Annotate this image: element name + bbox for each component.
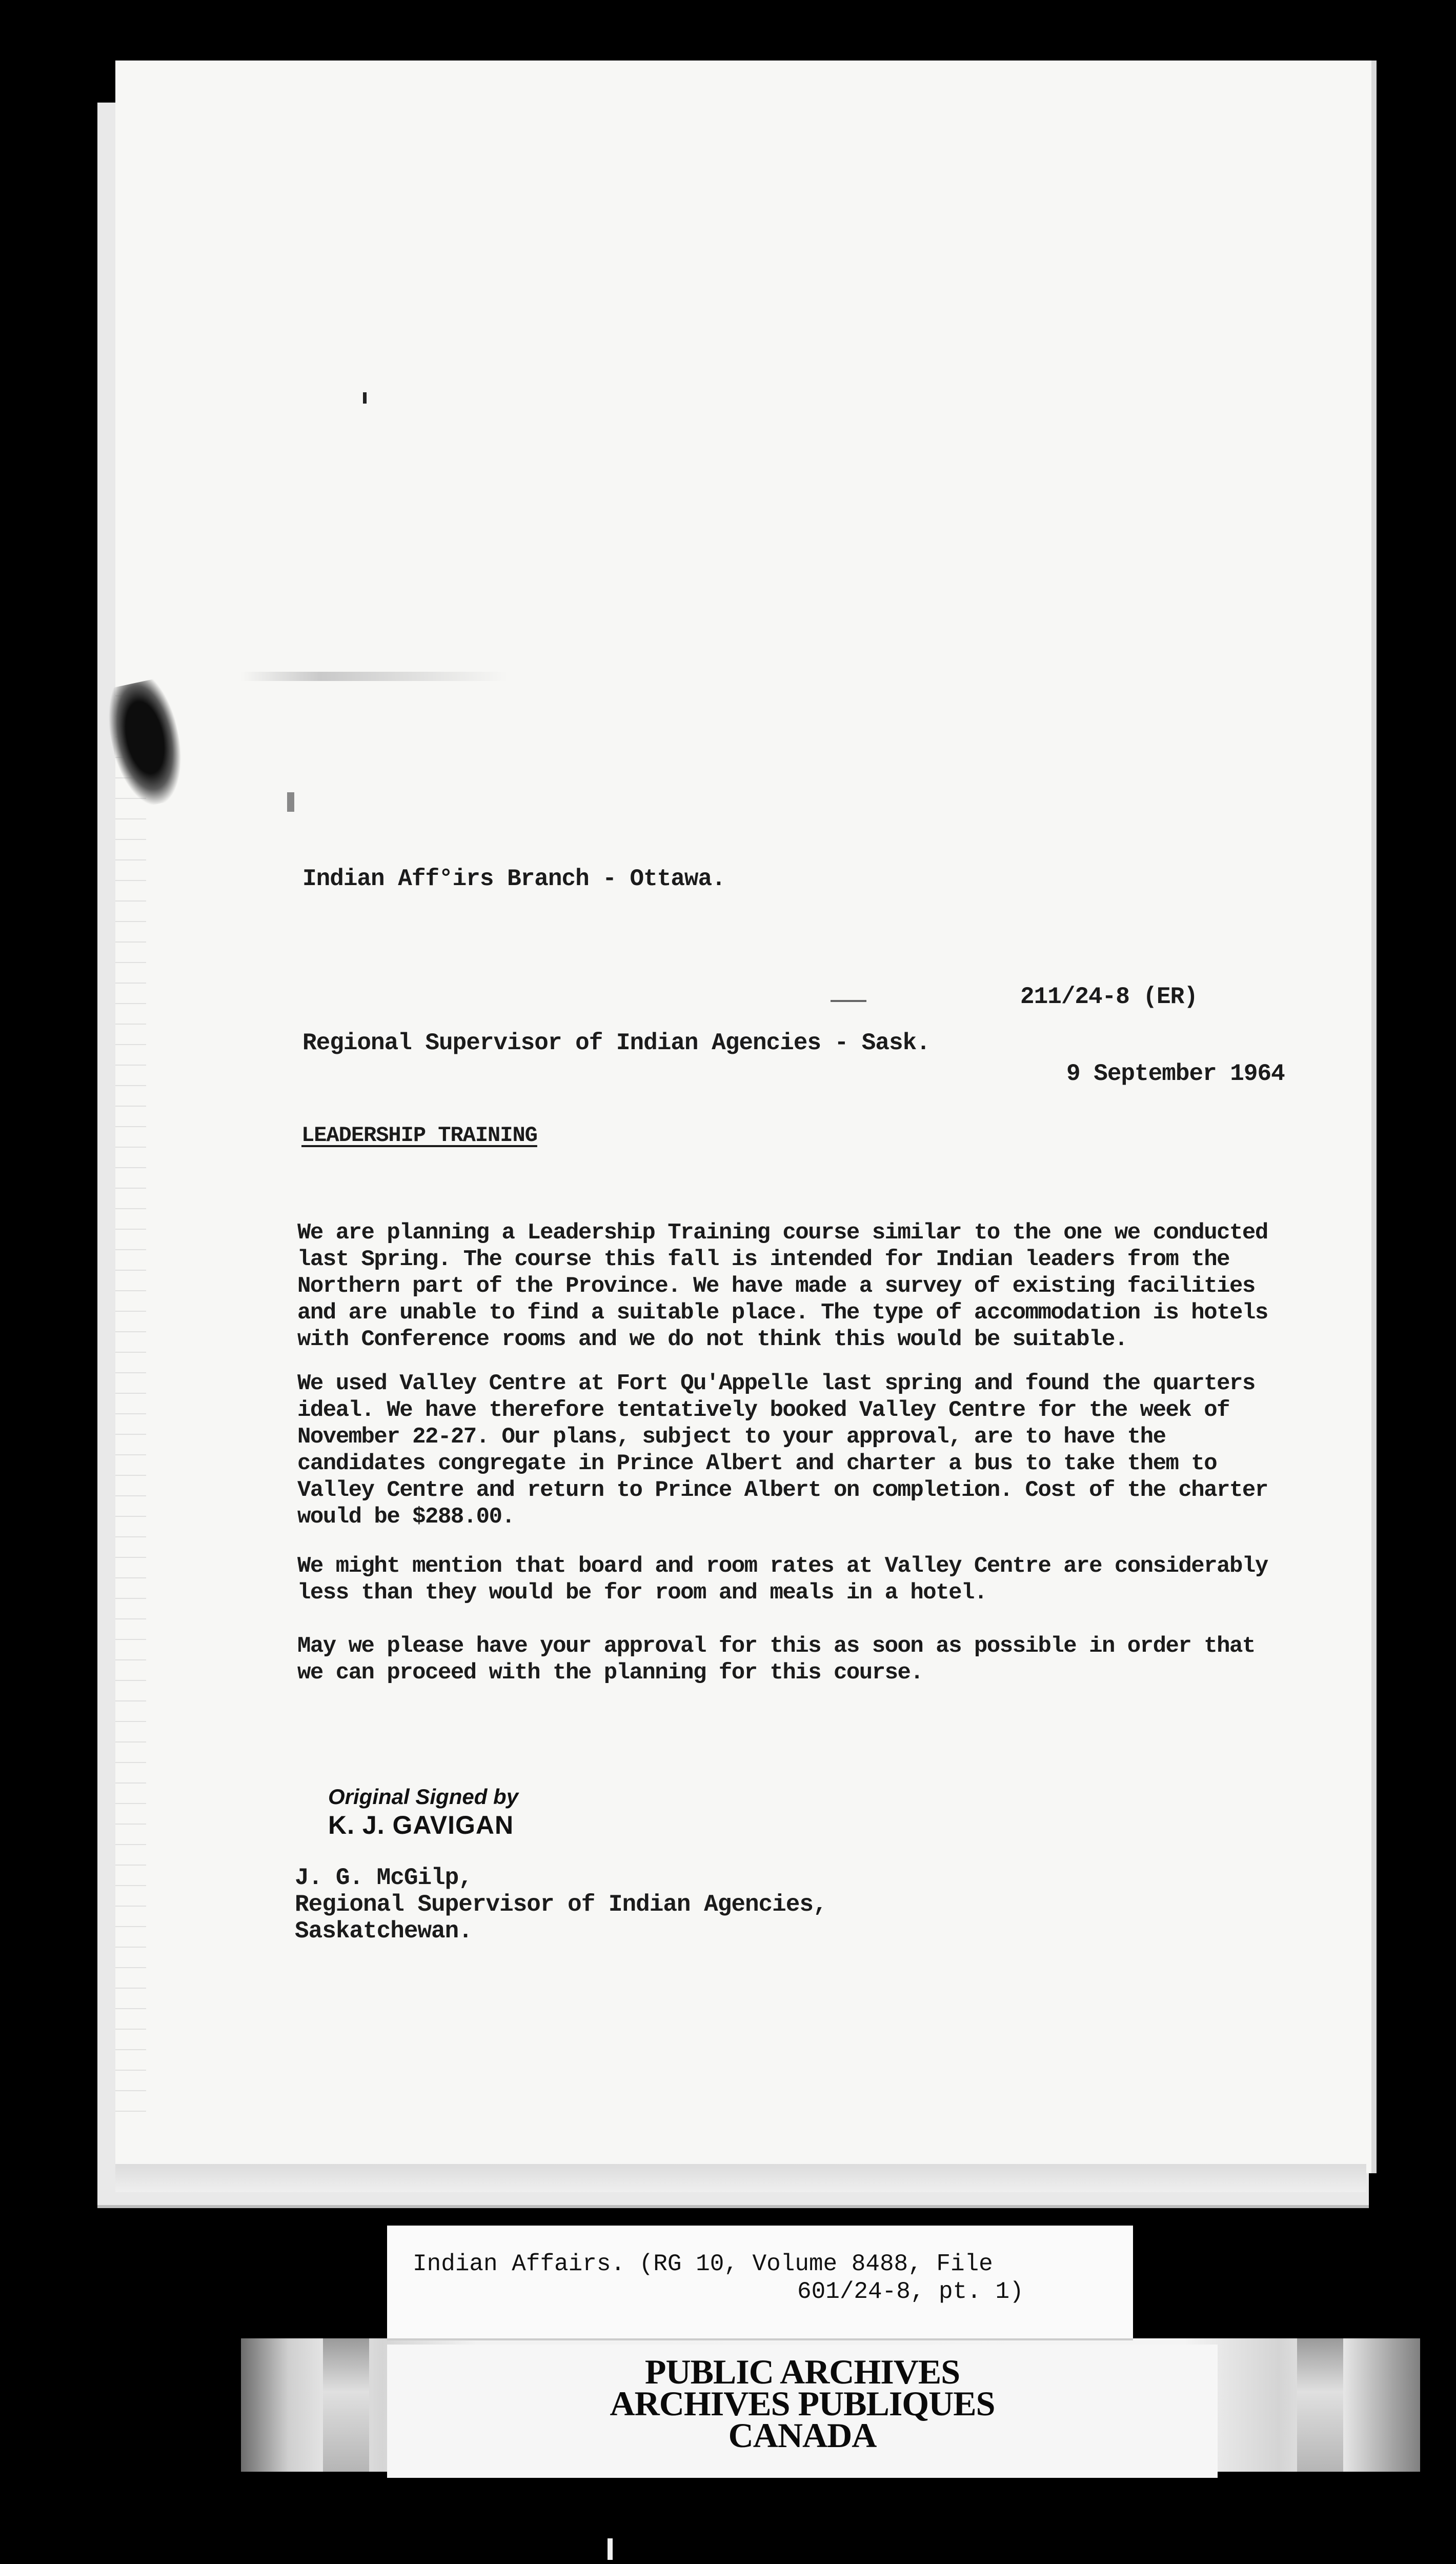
film-mark — [608, 2538, 613, 2560]
speck-mark — [287, 792, 294, 812]
letter-date: 9 September 1964 — [1066, 1060, 1285, 1087]
body-paragraph-2: We used Valley Centre at Fort Qu'Appelle last spring and found the quarters ideal. We have therefore tentatively booked Valley Centre for the week of November 22-27. Our plans, subject to your approval, are to have the candidates congregate in Prince Albert and charter a bus to take them to Valley Centre and return to Prince Albert on completion. Cost of the charter would be $288.00. — [297, 1371, 1268, 1530]
archive-stamp-text — [387, 2352, 1218, 2455]
signature-stamp-name: K. J. GAVIGAN — [328, 1811, 514, 1839]
letter-page — [115, 61, 1377, 2173]
strip-clip-left — [323, 2338, 369, 2472]
sender-line: Regional Supervisor of Indian Agencies - Sask. — [302, 1030, 930, 1056]
subject-heading: LEADERSHIP TRAINING — [301, 1123, 537, 1148]
recipient-title: Regional Supervisor of Indian Agencies, — [295, 1891, 827, 1918]
speck-mark — [831, 1000, 866, 1002]
citation-line-1: Indian Affairs. (RG 10, Volume 8488, File — [413, 2251, 993, 2277]
archive-stamp — [387, 2345, 1218, 2478]
page-bottom-edge — [115, 2164, 1366, 2192]
stamp-line-2: ARCHIVES PUBLIQUES — [610, 2384, 995, 2423]
body-paragraph-1: We are planning a Leadership Training course similar to the one we conducted last Spring. The course this fall is intended for Indian leaders from the Northern part of the Province. We have made a survey of existing facilities and are unable to find a suitable place. The type of accommodation is hotels with Conference rooms and we do not think this would be suitable. — [297, 1220, 1268, 1352]
recipient-province: Saskatchewan. — [295, 1918, 472, 1945]
signature-stamp-label: Original Signed by — [328, 1785, 519, 1809]
archive-citation-label — [387, 2226, 1133, 2340]
stamp-line-1: PUBLIC ARCHIVES — [644, 2352, 960, 2391]
file-reference: 211/24-8 (ER) — [1020, 984, 1198, 1010]
paper-smear — [241, 672, 508, 681]
strip-clip-right — [1297, 2338, 1343, 2472]
speck-mark — [363, 392, 367, 404]
body-paragraph-3: We might mention that board and room rates at Valley Centre are considerably less than they would be for room and meals in a hotel. — [297, 1553, 1268, 1606]
ruled-margin — [115, 676, 146, 2112]
addressee-line: Indian Aff°irs Branch - Ottawa. — [302, 866, 725, 892]
recipient-name: J. G. McGilp, — [295, 1865, 472, 1891]
citation-line-2: 601/24-8, pt. 1) — [797, 2278, 1024, 2305]
stamp-line-3: CANADA — [728, 2416, 877, 2455]
body-paragraph-4: May we please have your approval for this as soon as possible in order that we can proceed with the planning for this course. — [297, 1633, 1255, 1686]
